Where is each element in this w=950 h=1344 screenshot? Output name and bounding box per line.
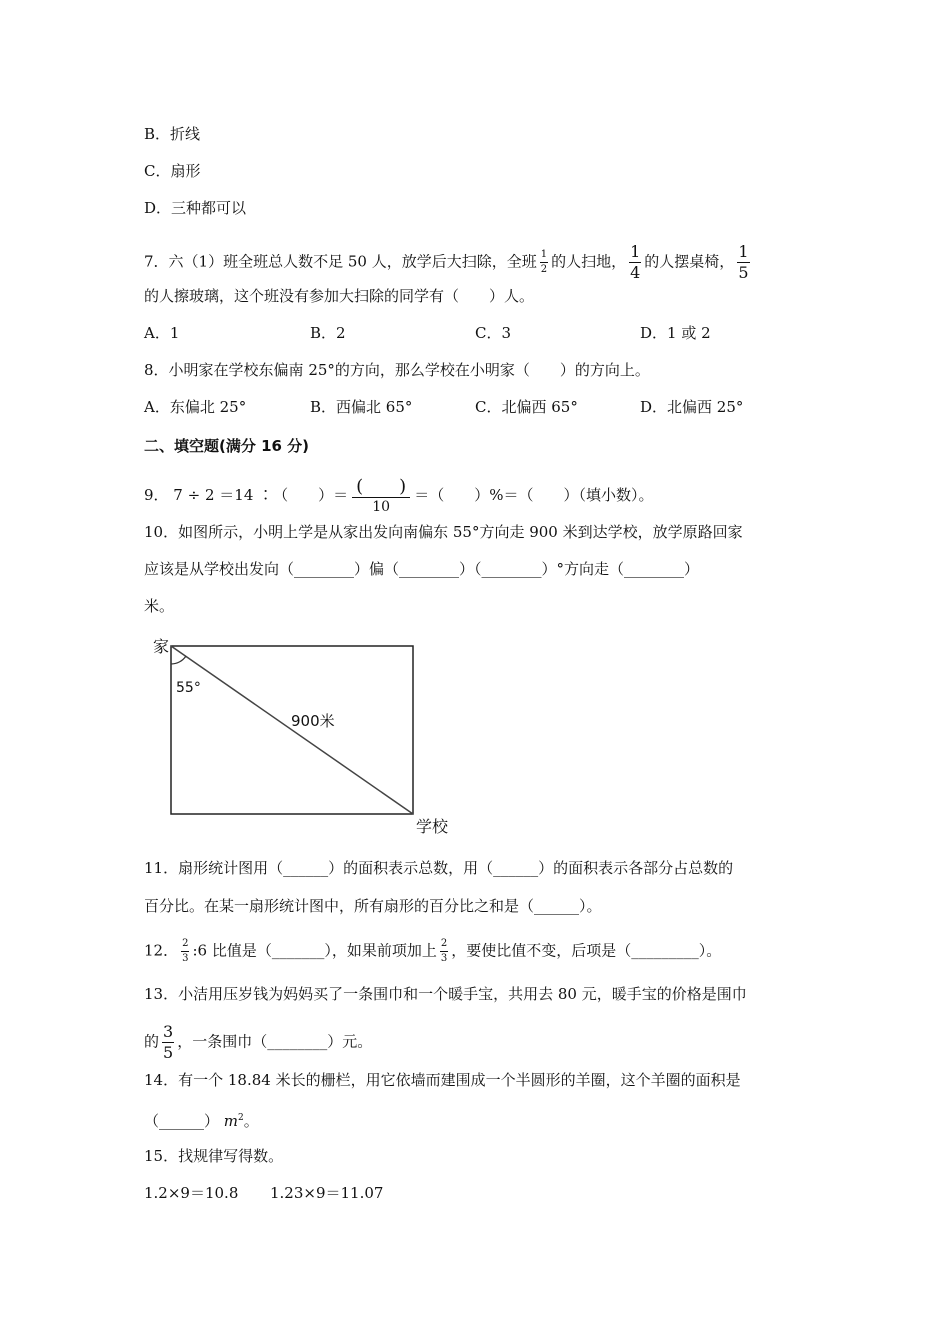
q7-option-b: B．2 (310, 324, 346, 342)
q8-text: 8．小明家在学校东偏南 25°的方向，那么学校在小明家（ ）的方向上。 (144, 361, 650, 379)
q14-unit-sup: 2 (238, 1113, 244, 1123)
q10-line3: 米。 (144, 597, 175, 615)
q11-line2: 百分比。在某一扇形统计图中，所有扇形的百分比之和是（______）。 (144, 897, 602, 915)
q8-option-c: C．北偏西 65° (475, 398, 578, 416)
q14-blank: （______） (144, 1112, 220, 1130)
angle-label: 55° (176, 680, 201, 696)
q8-option-d: D．北偏西 25° (640, 398, 744, 416)
direction-figure (148, 630, 468, 840)
fraction-quarter: $\frac{1}{4}$ (630, 242, 641, 282)
q7-text-3: 的人摆桌椅， (644, 252, 735, 271)
q9-text-2: ＝（ ）%＝（ ）（填小数）。 (414, 486, 654, 504)
q9-line (144, 478, 653, 514)
school-label: 学校 (416, 817, 449, 836)
q15-title: 15．找规律写得数。 (144, 1147, 284, 1165)
q6-option-d: D．三种都可以 (144, 199, 247, 217)
q7-option-a: A．1 (144, 324, 180, 342)
fraction-two-thirds-2: $\frac{2}{3}$ (440, 938, 448, 964)
fraction-fifth: $\frac{1}{5}$ (738, 242, 749, 282)
q8-option-a: A．东偏北 25° (144, 398, 247, 416)
q12-line (144, 939, 721, 964)
q13-prefix: 的 (144, 1032, 160, 1051)
q7-line1 (144, 244, 753, 281)
q12-text-1: :6 比值是（_______），如果前项加上 (192, 941, 437, 960)
q14-line1: 14．有一个 18.84 米长的栅栏，用它依墙而建围成一个半圆形的羊圈，这个羊圈的面积是 (144, 1071, 741, 1089)
distance-label: 900米 (291, 712, 335, 730)
q10-line1: 10．如图所示，小明上学是从家出发向南偏东 55°方向走 900 米到达学校，放学原路回家 (144, 523, 743, 541)
q6-option-c: C．扇形 (144, 162, 201, 180)
q13-line1: 13．小洁用压岁钱为妈妈买了一条围巾和一个暖手宝，共用去 80 元，暖手宝的价格是围巾 (144, 985, 747, 1003)
q7-line2: 的人擦玻璃，这个班没有参加大扫除的同学有（ ）人。 (144, 287, 535, 305)
angle-arc (171, 656, 186, 664)
fraction-half: $\frac{1}{2}$ (540, 249, 548, 275)
q9-text-1: 9． 7 ÷ 2 ＝14 ∶（ ）＝ (144, 486, 349, 504)
q14-end: 。 (243, 1112, 259, 1130)
q12-prefix: 12． (144, 941, 179, 960)
path-line (171, 646, 413, 814)
q7-text-2: 的人扫地， (551, 252, 627, 271)
q15-equation-1: 1.2×9＝10.8 (144, 1184, 239, 1202)
q11-line1: 11．扇形统计图用（______）的面积表示总数，用（______）的面积表示各部分占总数的 (144, 859, 734, 877)
section-title: 二、填空题(满分 16 分) (144, 437, 310, 455)
q9-fraction: $\frac{( )}{10}$ (352, 478, 410, 514)
q7-text-1: 7．六（1）班全班总人数不足 50 人，放学后大扫除，全班 (144, 252, 537, 271)
q14-unit: m (223, 1112, 239, 1130)
q8-option-b: B．西偏北 65° (310, 398, 413, 416)
q15-equation-2: 1.23×9＝11.07 (270, 1184, 384, 1202)
home-label: 家 (153, 637, 170, 656)
q6-option-b: B．折线 (144, 125, 201, 143)
fraction-three-fifths: $\frac{3}{5}$ (163, 1022, 174, 1062)
fraction-two-thirds: $\frac{2}{3}$ (182, 938, 189, 964)
q12-text-2: ，要使比值不变，后项是（_________）。 (451, 941, 722, 960)
q13-line2 (144, 1024, 372, 1061)
q7-option-c: C．3 (475, 324, 512, 342)
q7-option-d: D．1 或 2 (640, 324, 711, 342)
q14-line2 (144, 1108, 259, 1131)
q13-text-2: ，一条围巾（________）元。 (177, 1032, 373, 1051)
q10-line2: 应该是从学校出发向（________）偏（________）（________）°方向走（________） (144, 560, 700, 578)
